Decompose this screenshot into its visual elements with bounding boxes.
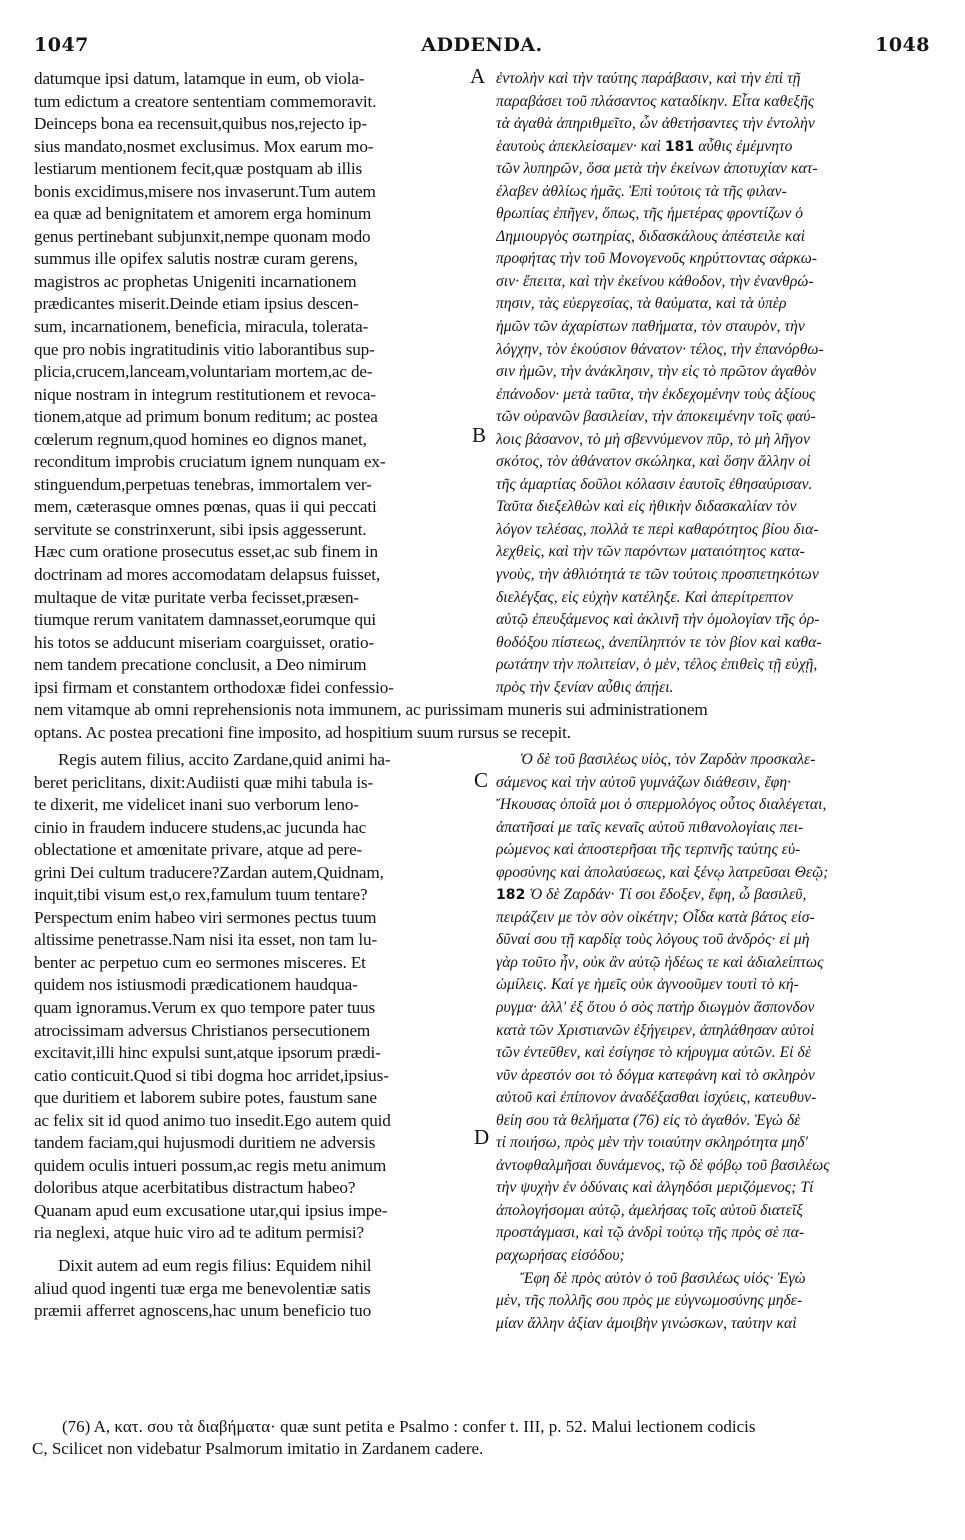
greek-line: πρὸς τὴν ξενίαν αὖθις ἀπῄει. <box>496 678 674 696</box>
text-line: beret periclitans, dixit:Audiisti quæ mihi tabula is- <box>34 772 374 792</box>
text-line: nem vitamque ab omni reprehensionis nota immunem, ac purissimam muneris sui administrationem <box>34 700 708 719</box>
greek-line: ἀντοφθαλμῆσαι δυνάμενος, τῷ δὲ φόβῳ τοῦ βασιλέως <box>496 1156 830 1174</box>
text-line: prædicantes miserit.Deinde etiam ipsius descen- <box>34 294 359 314</box>
text-line: cinio in fraudem inducere studens,ac jucunda hac <box>34 817 367 837</box>
text-line: nique nostram in integrum restitutionem et revoca- <box>34 384 376 404</box>
text-line: ria neglexi, atque huic viro ad te aditum permisi? <box>34 1223 364 1243</box>
text-line: que pro nobis ingratitudinis vitio laborantibus sup- <box>34 339 375 359</box>
footnotes <box>32 1416 942 1460</box>
greek-line: σάμενος καὶ τὴν αὐτοῦ γυμνάζων διάθεσιν, ἔφη· <box>496 773 792 791</box>
greek-line: σιν ἡμῶν, τὴν ἀνάκλησιν, τὴν εἰς τὸ πρῶτον ἀγαθὸν <box>496 363 817 381</box>
greek-line-text: Ὁ δὲ Ζαρδάν· Τί σοι ἔδοξεν, ἔφη, ὦ βασιλεῦ, <box>529 886 807 904</box>
greek-line: τῆς ἁμαρτίας δοῦλοι κόλασιν ἑαυτοῖς ἐθησαύρισαν. <box>496 475 813 493</box>
text-line: aliud quod ingenti tuæ erga me benevolentiæ satis <box>34 1278 371 1298</box>
greek-line: ραχωρήσας εἰσόδου; <box>496 1247 625 1265</box>
greek-line: ἡμῶν τῶν ἀχαρίστων παθήματα, τὸν σταυρὸν, τὴν <box>496 318 805 336</box>
text-line: lestiarum mentionem fecit,quæ postquam ab illis <box>34 159 363 179</box>
greek-line: διελέγξας, εἰς εὐχὴν κατέληξε. Καὶ ἀπερίτρεπτον <box>496 588 794 606</box>
greek-line: ἀπολογήσομαι αὐτῷ, ἀμελήσας τοῖς αὐτοῦ διατεῖξ <box>496 1201 803 1219</box>
text-line: nem tandem precatione conclusit, a Deo nimirum <box>34 655 367 675</box>
left-column-block-1 <box>34 68 468 699</box>
greek-line: ὡμίλεις. Καί γε ἡμεῖς οὐκ ἀγνοοῦμεν τουτὶ τὸ κή- <box>496 976 799 994</box>
greek-line: προστάγμασι, καὶ τῷ ἀνδρὶ τούτῳ τῆς πρὸς σὲ πα- <box>496 1224 805 1242</box>
text-line: quidem oculis intueri possum,ac regis metu animum <box>34 1155 387 1175</box>
text-line: genus pertinebant subjunxit,nempe quonam modo <box>34 226 371 246</box>
greek-line: ρωτάτην τὴν πολιτείαν, ὁ μὲν, τέλος ἐπιθεὶς τῇ εὐχῇ, <box>496 656 818 674</box>
greek-line-tail: αὖθις ἐμέμνητο <box>698 137 793 155</box>
greek-line-start: ἑαυτοὺς ἀπεκλείσαμεν· καὶ <box>496 137 661 155</box>
margin-letter-a: A <box>470 64 486 88</box>
greek-line: ρυγμα· ἀλλ' ἐξ ὅτου ὁ σὸς πατὴρ διωγμὸν ἄσπονδον <box>496 999 815 1017</box>
paragraph-gap <box>34 1245 468 1255</box>
greek-line: αὐτῷ ἐπευξάμενος καὶ ἀκλινῆ τὴν ὁμολογίαν τῆς ὀρ- <box>496 611 820 629</box>
text-line: quam ignoramus.Verum ex quo tempore pater tuus <box>34 998 376 1018</box>
greek-line: τῶν ἐντεῦθεν, καὶ ἐσίγησε τὸ κήρυγμα αὐτῶν. Εἰ δὲ <box>496 1044 812 1062</box>
text-line: datumque ipsi datum, latamque in eum, ob viola- <box>34 69 365 88</box>
text-line: ipsi firmam et constantem orthodoxæ fidei confessio- <box>34 677 394 697</box>
column-marker-182: 182 <box>496 887 526 904</box>
greek-line: Ταῦτα διεξελθὼν καὶ εἰς ἠθικὴν διδασκαλίαν τὸν <box>496 498 797 516</box>
greek-line: ἀπατῆσαί με ταῖς κεναῖς αὐτοῦ πιθανολογίαις πει- <box>496 818 804 836</box>
footnote-line: C, Scilicet non videbatur Psalmorum imitatio in Zardanem cadere. <box>32 1439 484 1458</box>
text-line: excitavit,illi hinc expulsi sunt,atque ipsorum prædi- <box>34 1043 381 1063</box>
text-line: Dixit autem ad eum regis filius: Equidem nihil <box>58 1256 372 1276</box>
text-line: doctrinam ad mores accomodatam delapsus fuisset, <box>34 565 380 585</box>
greek-line: λοις βάσανον, τὸ μὴ σβεννύμενον πῦρ, τὸ μὴ λῆγον <box>496 430 810 448</box>
right-column-number: 1048 <box>875 34 930 56</box>
text-line: catio conticuit.Quod si tibi dogma hoc arridet,ipsius- <box>34 1065 389 1085</box>
margin-letter-d: D <box>474 1125 490 1149</box>
text-line: ea quæ ad benignitatem et amorem erga hominum <box>34 204 372 224</box>
text-line: que duritiem et laborem subire potes, faustum sane <box>34 1088 377 1108</box>
page-header <box>34 34 930 60</box>
footnote-line: (76) A, κατ. σου τὰ διαβήματα· quæ sunt petita e Psalmo : confer t. III, p. 52. Malui lectionem codicis <box>62 1417 756 1436</box>
text-line: reconditum improbis cruciatum ignem nunquam ex- <box>34 452 386 472</box>
running-title: ADDENDA. <box>421 34 543 56</box>
text-line: inquit,tibi visum est,o rex,famulum tuum tentare? <box>34 885 368 905</box>
left-column-number: 1047 <box>34 34 89 56</box>
text-line: te dixerit, me videlicet inani suo verborum leno- <box>34 795 359 815</box>
text-line: bonis excidimus,misere nos invaserunt.Tum autem <box>34 181 376 201</box>
greek-line: νῦν ἀρεστόν σοι τὸ δόγμα κατεφάνη καὶ τὸ σκληρὸν <box>496 1066 815 1084</box>
text-line: sius mandato,nosmet exclusimus. Mox earum mo- <box>34 136 374 156</box>
text-line: altissime penetrasse.Nam nisi ita esset, non tam lu- <box>34 930 378 950</box>
greek-line: αὐτοῦ καὶ ἐπίπονον ἀναδέξασθαι ἰσχύεις, κατευθυν- <box>496 1089 817 1107</box>
greek-line: σιν· ἔπειτα, καὶ τὴν ἐκείνου κάθοδον, τὴν ἐνανθρώ- <box>496 272 814 290</box>
greek-line: τῶν λυπηρῶν, ὅσα μετὰ τὴν ἐκείνων ἀποτυχίαν κατ- <box>496 160 818 178</box>
text-line: Quanam apud eum excusatione utar,qui ipsius impe- <box>34 1200 388 1220</box>
greek-line: λεχθεὶς, καὶ τὴν τῶν παρόντων ματαιότητος κατα- <box>496 543 805 561</box>
margin-letter-c: C <box>474 768 489 792</box>
greek-line: προφήτας τὴν τοῦ Μονογενοῦς κηρύττοντας σάρκω- <box>496 250 817 268</box>
text-line: Hæc cum oratione prosecutus esset,ac sub finem in <box>34 542 378 562</box>
text-line: summus ille opifex salutis nostræ curam gerens, <box>34 249 358 269</box>
text-line: atrocissimam adversus Christianos persecutionem <box>34 1020 371 1040</box>
text-line: Regis autem filius, accito Zardane,quid animi ha- <box>58 750 391 769</box>
greek-line: λόγχην, τὸν ἑκούσιον θάνατον· τέλος, τὴν ἐπανόρθω- <box>496 340 824 358</box>
column-marker-181: 181 <box>664 138 695 155</box>
greek-line: δῦναί σου τῇ καρδίᾳ τοὺς λόγους τοῦ ἀνδρός· εἰ μὴ <box>496 931 810 949</box>
text-line: Deinceps bona ea recensuit,quibus nos,rejecto ip- <box>34 114 367 134</box>
greek-line: ρώμενος καὶ ἀποστερῆσαι τῆς τερπνῆς ταύτης εὐ- <box>496 841 801 859</box>
greek-line: θείη σου τὰ θελήματα (76) εἰς τὸ ἀγαθόν. Ἐγὼ δὲ <box>496 1111 801 1129</box>
text-line: magistros ac prophetas Unigeniti incarnationem <box>34 271 357 291</box>
right-column-block-1 <box>496 68 932 699</box>
greek-line: τὴν ψυχὴν ἐν ὀδύναις καὶ ἀλγηδόσι μεριζόμενος; Τί <box>496 1179 814 1197</box>
greek-line: πειράζειν με τὸν σὸν οἰκέτην; Οἶδα κατὰ βάτος εἰσ- <box>496 908 815 926</box>
greek-line: τί ποιήσω, πρὸς μὲν τὴν τοιαύτην σκληρότητα μηδ' <box>496 1134 808 1152</box>
greek-line <box>496 136 932 159</box>
text-line: tiumque rerum vanitatem damnasset,eorumque qui <box>34 610 377 630</box>
greek-line: κατὰ τῶν Χριστιανῶν ἐξήγειρεν, ἀπηλάθησαν αὐτοὶ <box>496 1021 815 1039</box>
greek-line: Ἤκουσας ὁποῖά μοι ὁ σπερμολόγος οὗτος διαλέγεται, <box>496 796 827 814</box>
greek-line: τῶν οὐρανῶν βασιλείαν, τὴν ἀποκειμένην τοῖς φαύ- <box>496 408 816 426</box>
greek-line: παραβάσει τοῦ πλάσαντος καταδίκην. Εἶτα καθεξῆς <box>496 92 815 110</box>
greek-line: σκότος, τὸν ἀθάνατον σκώληκα, καὶ ὅσην ἄλλην οἱ <box>496 453 811 471</box>
greek-line: μὲν, τῆς πολλῆς σου πρὸς με εὐγνωμοσύνης μηδε- <box>496 1292 803 1310</box>
text-line: oblectatione et amœnitate privare, atque ad pere- <box>34 840 363 860</box>
greek-line: τὰ ἀγαθὰ ἀπηριθμεῖτο, ὧν ἀθετήσαντες τὴν ἐντολὴν <box>496 115 815 133</box>
greek-line: φροσύνης καὶ ἀπολαύσεως, καὶ ξένῳ λατρεῦσαι Θεῷ; <box>496 863 829 881</box>
text-line: doloribus atque acerbitatibus distractum habeo? <box>34 1178 356 1198</box>
right-column-block-2 <box>496 749 932 1335</box>
text-line: tum edictum a creatore sententiam commemoravit. <box>34 91 377 111</box>
greek-line: θρωπίας ἐπῆγεν, ὅπως, τῆς ἡμετέρας φροντίζων ὁ <box>496 205 804 223</box>
text-line: grini Dei cultum traducere?Zardan autem,Quidnam, <box>34 862 384 882</box>
text-line: sum, incarnationem, beneficia, miracula, tolerata- <box>34 317 369 337</box>
full-width-block <box>34 699 934 744</box>
greek-line: γὰρ τοῦτο ἦν, οὐκ ἂν αὐτῷ ἡδέως τε καὶ ἀδιαλείπτως <box>496 953 824 971</box>
text-line: cœlerum regnum,quod homines eo dignos manet, <box>34 429 367 449</box>
greek-line: θοδόξου πίστεως, ἀνεπίληπτόν τε τὸν βίον καὶ καθα- <box>496 633 822 651</box>
text-line: quidem nos istiusmodi prædicationem haudqua- <box>34 975 358 995</box>
text-line: mem, cæterasque omnes pœnas, quas ii qui peccati <box>34 497 377 517</box>
text-line: tionem,atque ad primum bonum reditum; ac postea <box>34 407 378 427</box>
text-line: Perspectum enim habeo viri sermones pectus tuum <box>34 907 377 927</box>
text-line: servitute se constrinxerunt, sibi ipsis aggesserunt. <box>34 519 367 539</box>
text-line: benter ac perpetuo cum eo sermones misceres. Et <box>34 952 366 972</box>
text-line: præmii afferret agnoscens,hac unum beneficio tuo <box>34 1301 372 1321</box>
greek-line: μίαν ἄλλην ἀξίαν ἀμοιβὴν γινώσκων, ταύτην καὶ <box>496 1314 797 1332</box>
greek-line: ἐντολὴν καὶ τὴν ταύτης παράβασιν, καὶ τὴν ἐπὶ τῇ <box>496 70 801 87</box>
text-line: plicia,crucem,lanceam,voluntariam mortem,ac de- <box>34 362 373 382</box>
greek-line: Δημιουργὸς σωτηρίας, διδασκάλους ἀπέστειλε καὶ <box>496 227 806 245</box>
text-line: optans. Ac postea precationi fine imposito, ad hospitium suum rursus se recepit. <box>34 722 571 742</box>
text-line: his totos se adducunt miseriam coarguisset, oratio- <box>34 632 375 652</box>
greek-line: πησιν, τὰς εὐεργεσίας, τὰ θαύματα, καὶ τὰ ὑπὲρ <box>496 295 787 313</box>
greek-line: Ὁ δὲ τοῦ βασιλέως υἱὸς, τὸν Ζαρδὰν προσκαλε- <box>520 751 816 768</box>
left-column-block-2 <box>34 749 468 1323</box>
greek-line <box>496 884 932 907</box>
text-line: tandem faciam,qui hujusmodi duritiem ne adversis <box>34 1133 376 1153</box>
greek-line: γνοὺς, τὴν ἀθλιότητά τε τῶν τούτοις προσπετηκότων <box>496 566 819 584</box>
margin-letter-b: B <box>472 423 487 447</box>
text-line: ac felix sit id quod animo tuo insedit.Ego autem quid <box>34 1110 391 1130</box>
text-line: multaque de vitæ puritate verba fecisset,præsen- <box>34 587 359 607</box>
greek-line: λόγον τελέσας, πολλά τε περὶ καθαρότητος βίου δια- <box>496 520 819 538</box>
text-line: stinguendum,perpetuas tenebras, immortalem ver- <box>34 474 372 494</box>
greek-line: ἐπάνοδον· μετὰ ταῦτα, τὴν ἐκδεχομένην τοὺς ἀξίους <box>496 385 816 403</box>
greek-line: έλαβεν ἀθλίως ἡμᾶς. Ἐπὶ τούτοις τὰ τῆς φιλαν- <box>496 182 787 200</box>
greek-line: Ἔφη δὲ πρὸς αὐτὸν ὁ τοῦ βασιλέως υἱός· Ἐγὼ <box>520 1269 806 1287</box>
